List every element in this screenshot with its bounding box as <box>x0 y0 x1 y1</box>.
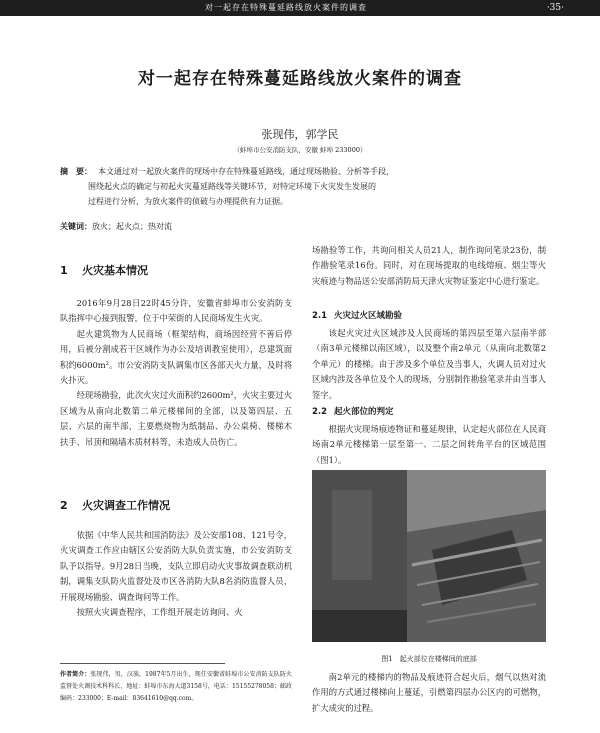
section-2-heading <box>60 497 170 513</box>
article-title: 对一起存在特殊蔓延路线放火案件的调查 <box>138 69 462 89</box>
right-column-top <box>312 243 546 289</box>
author-footnote <box>60 669 292 705</box>
section-2-number: 2 <box>60 499 68 512</box>
right-column-bottom <box>312 670 546 716</box>
paragraph: 依据《中华人民共和国消防法》及公安部108、121号令，火灾调查工作应由辖区公安消防大队负责实施，市公安消防支队予以指导。9月28日当晚，支队立即启动火灾事故调查联动机制，调集支队防火监督处及市区各消防大队8名消防监督人员，开展现场勘验、调查询问等工作。 <box>60 530 292 602</box>
article-authors: 张现伟，郭学民 <box>261 128 339 141</box>
paragraph: 起火建筑物为人民商场（框架结构，商场因经营不善后停用，后被分割成若干区域作为办公及培训教室使用），总建筑面积约6000m²。市公安消防支队调集市区各部天火力量，及时将火扑灭。 <box>60 328 292 386</box>
subsection-2-1-title: 火灾过火区域勘验 <box>334 311 403 321</box>
paragraph: 按照火灾调查程序，工作组开展走访询问、火 <box>76 607 243 618</box>
subsection-2-2-body <box>312 422 546 468</box>
subsection-2-1-number: 2.1 <box>312 311 328 321</box>
running-title: 对一起存在特殊蔓延路线放火案件的调查 <box>205 3 367 12</box>
section-1-heading <box>60 262 148 278</box>
footnote-text: 张现伟，男，汉族，1987年5月出生，现任安徽省蚌埠市公安消防支队防火监督处火调技术科科长，地址：蚌埠市东海大道3158号，电话：15155278058；邮政编码：233000；E-mail：83641610@qq.com。 <box>60 671 292 702</box>
abstract-line-3: 过程进行分析，为放火案件的侦破与办理提供有力证据。 <box>88 197 288 206</box>
keywords <box>60 221 530 232</box>
subsection-2-1-heading <box>312 309 402 321</box>
section-2-body <box>60 528 292 620</box>
keywords-text: 放火；起火点；热对流 <box>92 222 172 231</box>
stairwell-photo-illustration <box>312 470 546 642</box>
abstract-label: 摘 要： <box>60 167 92 176</box>
footnote-divider <box>60 663 225 664</box>
author-affiliation: （蚌埠市公安消防支队，安徽 蚌埠 233000） <box>233 146 367 154</box>
figure-1-caption: 图1 起火部位在楼梯间的底部 <box>381 655 477 663</box>
paragraph: 2016年9月28日22时45分许，安徽省蚌埠市公安消防支队指挥中心接到报警，位于中荣街的人民商场发生火灾。 <box>60 298 292 324</box>
paragraph: 该起火灾过火区域涉及人民商场的第四层至第六层南半部（南3单元楼梯以南区域），以及整个南2单元（从南向北数第2个单元）的楼梯。由于涉及多个单位及当事人，火调人员对过火区域内涉及各单位及个人的现场，分别制作勘验笔录并由当事人签字。 <box>312 328 546 400</box>
abstract-line-1: 本文通过对一起放火案件的现场中存在特殊蔓延路线，通过现场勘验、分析等手段， <box>98 167 394 176</box>
subsection-2-2-number: 2.2 <box>312 407 328 417</box>
paragraph: 经现场勘验，此次火灾过火面积约2600m²，火灾主要过火区域为从南向北数第二单元楼梯间的全部，以及第四层、五层、六层的南半部，主要燃烧物为纸制品、办公桌椅、楼梯木扶手、吊顶和隔墙木质材料等，未造成人员伤亡。 <box>60 390 292 447</box>
section-1-body <box>60 296 292 450</box>
paragraph: 根据火灾现场痕迹物证和蔓延规律，认定起火部位在人民商场南2单元楼梯第一层至第一、二层之间转角平台的区域范围（图1）。 <box>312 424 546 465</box>
abstract-line-2: 围绕起火点的确定与初起火灾蔓延路线等关键环节，对特定环境下火灾发生发展的 <box>88 182 376 191</box>
running-header <box>0 0 600 16</box>
abstract <box>60 164 530 209</box>
paragraph: 场勘验等工作，共询问相关人员21人，制作询问笔录23份，制作勘验笔录16份。同时，对在现场提取的电线熔痕、烟尘等火灾痕迹与物品送公安部消防局天津火灾物证鉴定中心进行鉴定。 <box>312 245 546 286</box>
keywords-label: 关键词： <box>60 222 92 231</box>
paragraph: 南2单元的楼梯内的物品及痕迹符合起火后，烟气以热对流作用的方式通过楼梯向上蔓延，引燃第四层办公区内的可燃物，扩大成灾的过程。 <box>312 672 546 713</box>
figure-1-photo <box>312 470 546 642</box>
footnote-label: 作者简介： <box>60 671 91 678</box>
subsection-2-2-heading <box>312 405 394 417</box>
section-2-title: 火灾调查工作情况 <box>82 499 170 512</box>
page-number: ·35· <box>546 3 564 13</box>
section-1-number: 1 <box>60 264 68 277</box>
subsection-2-2-title: 起火部位的判定 <box>334 407 394 417</box>
section-1-title: 火灾基本情况 <box>82 264 148 277</box>
subsection-2-1-body <box>312 326 546 403</box>
